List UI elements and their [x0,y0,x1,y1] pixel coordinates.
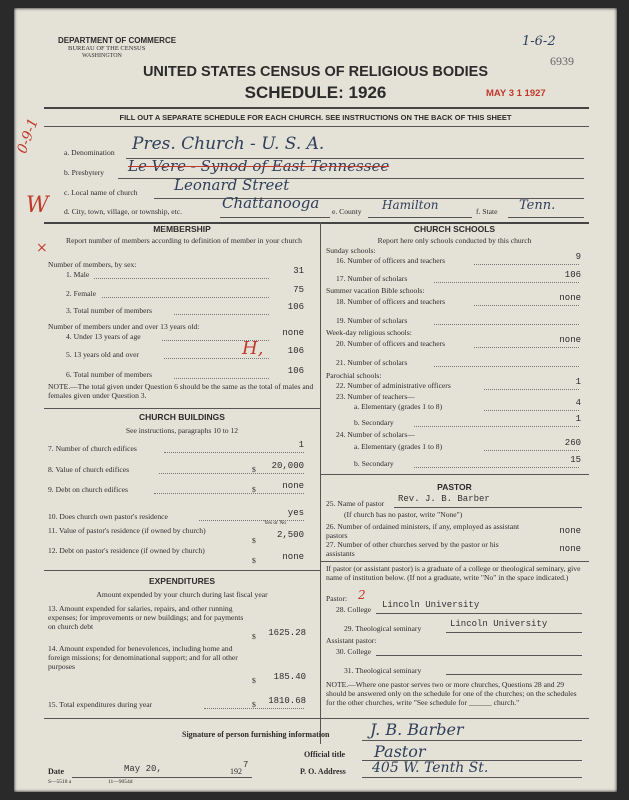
q5-value: 106 [287,346,304,356]
form-title: UNITED STATES CENSUS OF RELIGIOUS BODIES [142,64,489,80]
q16-value: 9 [575,252,581,262]
weekday-label: Week-day religious schools: [326,328,412,337]
q26-value: none [559,526,581,536]
membership-note: NOTE.—The total given under Question 6 should be the same as the total of males and females given under Question 3. [48,382,314,400]
received-stamp: MAY 3 1 1927 [486,88,546,99]
q10-label: 10. Does church own pastor's residence [48,512,168,521]
q6-label: 6. Total number of members [66,370,153,379]
q8-label: 8. Value of church edifices [48,465,130,474]
membership-sub: Report number of members according to definition of member in your church [66,236,302,245]
q24b-label: b. Secondary [354,459,394,468]
q14-value: 185.40 [273,672,306,682]
q20-value: none [559,335,581,345]
membership-title: MEMBERSHIP [153,224,211,234]
q10-value: yes [287,508,304,518]
q17-value: 106 [564,270,581,280]
address-label: P. O. Address [300,767,346,776]
q29-value: Lincoln University [450,619,548,629]
signature-value: J. B. Barber [370,720,464,739]
q2-label: 2. Female [66,289,96,298]
q2-value: 75 [293,285,304,295]
q4-label: 4. Under 13 years of age [66,332,141,341]
bureau-name: BUREAU OF THE CENSUS [68,45,146,52]
date-value: May 20, [124,764,162,774]
city-label: d. City, town, village, or township, etc. [64,207,183,216]
q27-value: none [559,544,581,554]
pastor-note: NOTE.—Where one pastor serves two or more churches, Questions 28 and 29 should be answered only on the schedule for one of the churches; on the schedules for the other churches, write "See schedule for ______ church." [326,680,577,707]
members-by-sex-label: Number of members, by sex: [48,260,137,269]
q25-label: 25. Name of pastor [326,499,385,508]
q30-label: 30. College [336,647,372,656]
buildings-title: CHURCH BUILDINGS [139,412,225,422]
q19-label: 19. Number of scholars [336,316,408,325]
q3-label: 3. Total number of members [66,306,153,315]
pastor-intro: If pastor (or assistant pastor) is a graduate of a college or theological seminary, give name of institution below. (If not a graduate, write "No" in the space indicated.) [326,564,581,582]
corner-number: 6939 [550,54,574,68]
corner-note: 1-6-2 [522,34,556,49]
margin-note: 0-9-1 [14,116,42,156]
q7-label: 7. Number of church edifices [48,444,137,453]
local-name-label: c. Local name of church [64,188,138,197]
schools-title: CHURCH SCHOOLS [413,224,496,234]
expenditures-sub: Amount expended by your church during last fiscal year [96,590,268,599]
q9-value: none [282,481,304,491]
summer-label: Summer vacation Bible schools: [326,286,425,295]
q28-label: 28. College [336,605,372,614]
red-mark-2: 2 [358,588,366,602]
denomination-label: a. Denomination [64,148,115,157]
q26-label: 26. Number of ordained ministers, if any, employed as assistant pastors [326,522,520,540]
year-prefix: 192 [230,767,242,776]
date-label: Date [48,767,64,776]
q24-label: 24. Number of scholars— [336,430,415,439]
q8-value: 20,000 [271,461,304,471]
city-name: WASHINGTON [82,53,122,59]
q11-value: 2,500 [276,530,304,540]
county-label: e. County [332,207,362,216]
q25-note: (If church has no pastor, write "None") [344,510,463,519]
q1-label: 1. Male [66,270,90,279]
red-check-mark: W [26,193,49,218]
q31-label: 31. Theological seminary [344,666,422,675]
denomination-value: Pres. Church - U. S. A. [132,134,325,154]
presbytery-value: Le Vere - Synod of East Tennessee [128,157,390,175]
county-value: Hamilton [382,198,439,212]
red-x-mark: × [36,240,48,256]
q18-value: none [559,293,581,303]
form-number: S—5518 a [48,779,72,785]
state-label: f. State [476,207,498,216]
q6-value: 106 [287,366,304,376]
dept-name: DEPARTMENT OF COMMERCE [58,36,177,45]
q1-value: 31 [293,266,304,276]
signature-label: Signature of person furnishing information [182,730,330,739]
q12-value: none [282,552,304,562]
q22-label: 22. Number of administrative officers [336,381,451,390]
q24a-label: a. Elementary (grades 1 to 8) [354,442,443,451]
red-mark: H, [242,338,264,359]
q23-label: 23. Number of teachers— [336,392,415,401]
q24b-value: 15 [570,455,581,465]
q16-label: 16. Number of officers and teachers [336,256,446,265]
local-name-value: Leonard Street [174,176,290,194]
q7-value: 1 [298,440,304,450]
state-value: Tenn. [519,198,556,213]
q24a-value: 260 [564,438,581,448]
q15-value: 1810.68 [268,696,306,706]
presbytery-label: b. Presbytery [64,168,105,177]
q23b-value: 1 [575,414,581,424]
official-title-label: Official title [304,750,346,759]
q13-label: 13. Amount expended for salaries, repairs, and other running expenses; for improvements or new buildings; and for payments on church debt [48,604,244,631]
schools-sub: Report here only schools conducted by this church [377,236,532,245]
q3-value: 106 [287,302,304,312]
q15-label: 15. Total expenditures during year [48,700,153,709]
q23b-label: b. Secondary [354,418,394,427]
expenditures-title: EXPENDITURES [148,576,216,586]
q9-label: 9. Debt on church edifices [48,485,128,494]
city-value: Chattanooga [222,194,320,212]
pastor-title: PASTOR [437,482,472,492]
q13-value: 1625.28 [268,628,306,638]
q23a-value: 4 [575,398,581,408]
parochial-label: Parochial schools: [326,371,382,380]
q28-value: Lincoln University [382,600,480,610]
members-by-age-label: Number of members under and over 13 years old: [48,322,200,331]
print-code: 11—9054d [108,779,133,785]
q14-label: 14. Amount expended for benevolences, including home and foreign missions; for denominational support; and for all other purposes [48,644,238,671]
pastor-label: Pastor: [326,594,348,603]
yes-no-hint: Yes or No [264,520,287,526]
instructions: FILL OUT A SEPARATE SCHEDULE FOR EACH CHURCH. SEE INSTRUCTIONS ON THE BACK OF THIS SHEET [119,113,512,122]
schedule-title: SCHEDULE: 1926 [244,83,387,102]
assistant-pastor-label: Assistant pastor: [326,636,377,645]
q22-value: 1 [575,377,581,387]
q4-value: none [282,328,304,338]
year-digit: 7 [243,760,249,770]
q17-label: 17. Number of scholars [336,274,408,283]
q5-label: 5. 13 years old and over [66,350,139,359]
buildings-sub: See instructions, paragraphs 10 to 12 [125,426,239,435]
q27-label: 27. Number of other churches served by the pastor or his assistants [326,540,499,558]
sunday-label: Sunday schools: [326,246,376,255]
q11-label: 11. Value of pastor's residence (if owned by church) [48,526,206,535]
q29-label: 29. Theological seminary [344,624,422,633]
q23a-label: a. Elementary (grades 1 to 8) [354,402,443,411]
q21-label: 21. Number of scholars [336,358,408,367]
q25-value: Rev. J. B. Barber [398,494,490,504]
official-title-value: Pastor [374,742,426,761]
census-schedule-page: DEPARTMENT OF COMMERCE BUREAU OF THE CENSUS WASHINGTON 1-6-2 6939 UNITED STATES CENSUS OF RELIGIOUS BODIES SCHEDULE: 1926 MAY 3 1 1927 FILL OUT A SEPARATE SCHEDULE FOR EACH CHURCH. SEE INSTRUCTIONS ON THE BACK OF THIS SHEET 0-9-1 a. Denomination Pres. Church - U. S. A. b. Presbytery Le Vere - Synod of East Tennessee c. Local name of church Leonard Street d. City, town, village, or township, etc. Chattanooga e. County Hamilton f. State Tenn. W × MEMBERSHIP Report number of members according to definition of member in your church Number of members, by sex: 1. Male 31 2. Female 75 3. Total number of members 106 Number of members under and over 13 years old: 4. Under 13 years of age none 5. 13 years old and over 106 H, 6. Total number of members 106 NOTE.—The total given under Question 6 should be the same as the total of males and females given under Question 3. CHURCH BUILDINGS See instructions, paragraphs 10 to 12 7. Number of church edifices 1 8. Value of church edifices $ 20,000 9. Debt on church edifices $ none 10. Does church own pastor's residence yes Yes or No 11. Value of pastor's residence (if owned by church) $ 2,500 12. Debt on pastor's residence (if owned by church) $ none EXPENDITURES Amount expended by your church during last fiscal year 13. Amount expended for salaries, repairs, and other running expenses; for improvements or new buildings; and for payments on church debt $ 1625.28 14. Amount expended for benevolences, including home and foreign missions; for denominational support; and for all other purposes $ 185.40 15. Total expenditures during year $ 1810.68 CHURCH SCHOOLS Report here only schools conducted by this church Sunday schools: 16. Number of officers and teachers 9 17. Number of scholars 106 Summer vacation Bible schools: 18. Number of officers and teachers none 19. Number of scholars Week-day religious schools: 20. Number of officers and teachers none 21. Number of scholars Parochial schools: 22. Number of administrative officers 1 23. Number of teachers— a. Elementary (grades 1 to 8) 4 b. Secondary 1 24. Number of scholars— a. Elementary (grades 1 to 8) 260 b. Secondary 15 PASTOR 25. Name of pastor Rev. J. B. Barber (If church has no pastor, write "None") 26. Number of ordained ministers, if any, employed as assistant pastors none 27. Number of other churches served by the pastor or his assistants none If pastor (or assistant pastor) is a graduate of a college or theological seminary, give name of institution below. (If not a graduate, write "No" in the space indicated.) Pastor: 2 28. College Lincoln University 29. Theological seminary Lincoln University Assistant pastor: 30. College 31. Theological seminary NOTE.—Where one pastor serves two or more churches, Questions 28 and 29 should be answered only on the schedule for one of the churches; on the schedules for the other churches, write "See schedule for ______ church." Signature of person furnishing information J. B. Barber Official title Pastor Date May 20, 192 7 P. O. Address 405 W. Tenth St. S—5518 a 11—9054d [14,8,617,792]
q20-label: 20. Number of officers and teachers [336,339,446,348]
q18-label: 18. Number of officers and teachers [336,297,446,306]
address-value: 405 W. Tenth St. [372,760,489,776]
q12-label: 12. Debt on pastor's residence (if owned by church) [48,546,205,555]
